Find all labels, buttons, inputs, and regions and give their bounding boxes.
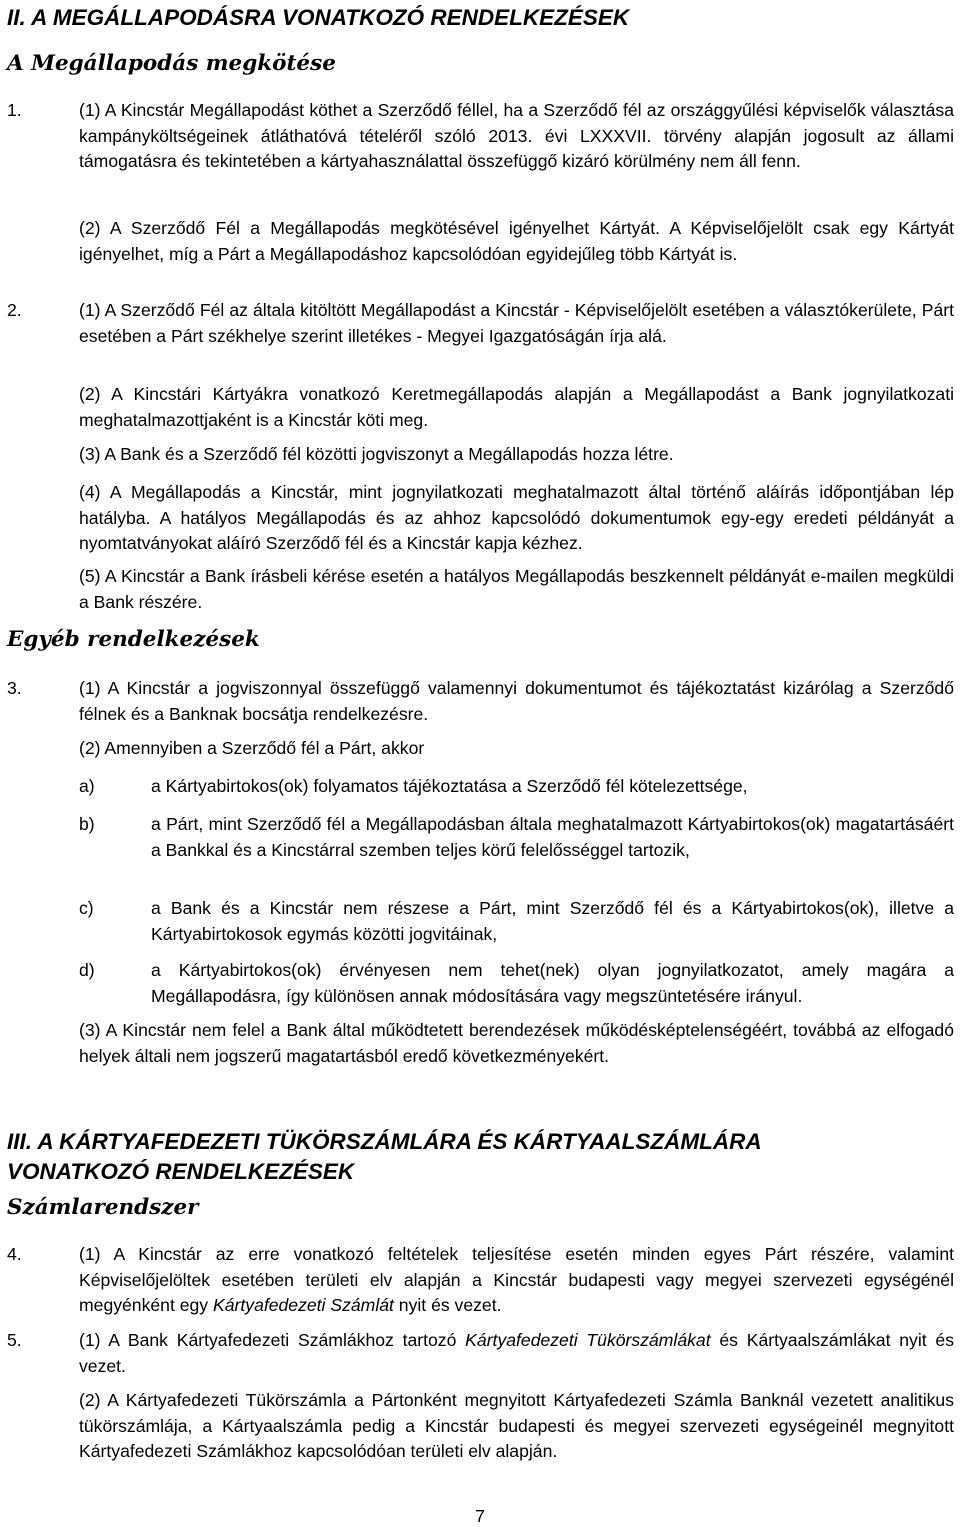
list-item-label: a) (79, 776, 95, 796)
clause-4-text-start: (1) A Kincstár az erre vonatkozó feltételek teljesítése esetén minden egyes Párt részére, valamint Képviselőjelöltek esetében területi elv alapján a Kincstár budapesti vagy megyei szervezeti egységénél megyénként egy (79, 1244, 954, 1315)
clause-number-4: 4. (7, 1244, 22, 1264)
clause-2-paragraph-5: (5) A Kincstár a Bank írásbeli kérése esetén a hatályos Megállapodás beszkennelt példányát e-mailen megküldi a Bank részére. (79, 566, 954, 612)
clause-2-paragraph-4: (4) A Megállapodás a Kincstár, mint jognyilatkozati meghatalmazott által történő aláírás időpontjában lép hatályba. A hatályos Megállapodás és az ahhoz kapcsolódó dokumentumok egy-egy eredeti példányát a nyomtatványokat aláíró Szerződő fél és a Kincstár kapja kézhez. (79, 482, 954, 553)
clause-number-2: 2. (7, 300, 22, 320)
clause-5-paragraph-1 (79, 1328, 954, 1379)
list-item-text: a Kártyabirtokos(ok) érvényesen nem tehet(nek) olyan jognyilatkozatot, amely magára a Megállapodásra, így különösen annak módosítására vagy megszüntetésére irányul. (151, 960, 954, 1006)
list-item-text: a Bank és a Kincstár nem részese a Párt, mint Szerződő fél és a Kártyabirtokos(ok), illetve a Kártyabirtokosok egymás közötti jogvitáinak, (151, 898, 954, 944)
clause-4-italic-term: Kártyafedezeti Számlát (213, 1295, 394, 1315)
subsection-title-agreement-conclusion: A Megállapodás megkötése (7, 51, 336, 76)
clause-number-1: 1. (7, 100, 22, 120)
subsection-title-account-system: Számlarendszer (7, 1195, 199, 1220)
clause-number-5: 5. (7, 1330, 22, 1350)
clause-4-paragraph-1 (79, 1242, 954, 1319)
page-number: 7 (475, 1506, 485, 1526)
clause-5-paragraph-2: (2) A Kártyafedezeti Tükörszámla a Pártonként megnyitott Kártyafedezeti Számla Banknál vezetett analitikus tükörszámlája, a Kártyaalszámla pedig a Kincstár budapesti és megyei szervezeti egységeinél megnyitott Kártyafedezeti Számlákhoz kapcsolódóan területi elv alapján. (79, 1390, 954, 1461)
clause-3-paragraph-2: (2) Amennyiben a Szerződő fél a Párt, akkor (79, 738, 425, 758)
clause-2-paragraph-1: (1) A Szerződő Fél az általa kitöltött Megállapodást a Kincstár - Képviselőjelölt esetében a választókerülete, Párt esetében a Párt székhelye szerint illetékes - Megyei Igazgatóságán írja alá. (79, 300, 954, 346)
clause-number-3: 3. (7, 678, 22, 698)
clause-1-paragraph-2: (2) A Szerződő Fél a Megállapodás megkötésével igényelhet Kártyát. A Képviselőjelölt csak egy Kártyát igényelhet, míg a Párt a Megállapodáshoz kapcsolódóan egyidejűleg több Kártyát is. (79, 218, 954, 264)
list-item-label: d) (79, 960, 95, 980)
clause-5-text-start: (1) A Bank Kártyafedezeti Számlákhoz tartozó (79, 1330, 466, 1350)
section-title-iii-line-2: VONATKOZÓ RENDELKEZÉSEK (7, 1159, 355, 1184)
clause-5-text-end: és Kártyaalszámlákat nyit és vezet. (79, 1330, 954, 1376)
list-item-label: b) (79, 814, 95, 834)
list-item-text: a Kártyabirtokos(ok) folyamatos tájékoztatása a Szerződő fél kötelezettsége, (151, 776, 748, 796)
clause-3-paragraph-1: (1) A Kincstár a jogviszonnyal összefüggő valamennyi dokumentumot és tájékoztatást kizárólag a Szerződő félnek és a Banknak bocsátja rendelkezésre. (79, 678, 954, 724)
clause-3-paragraph-3: (3) A Kincstár nem felel a Bank által működtetett berendezések működésképtelenségéért, továbbá az elfogadó helyek általi nem jogszerű magatartásból eredő következményekért. (79, 1020, 954, 1066)
clause-4-text-end: nyit és vezet. (393, 1295, 502, 1315)
list-item-text: a Párt, mint Szerződő fél a Megállapodásban általa meghatalmazott Kártyabirtokos(ok) magatartásáért a Bankkal és a Kincstárral szemben teljes körű felelősséggel tartozik, (151, 814, 954, 860)
clause-1-paragraph-1: (1) A Kincstár Megállapodást köthet a Szerződő féllel, ha a Szerződő fél az országgyűlési képviselők választása kampányköltségeinek átláthatóvá tételéről szóló 2013. évi LXXXVII. törvény alapján jogosult az állami támogatásra és tekintetében a kártyahasználattal összefüggő kizáró körülmény nem áll fenn. (79, 100, 954, 171)
clause-2-paragraph-2: (2) A Kincstári Kártyákra vonatkozó Keretmegállapodás alapján a Megállapodást a Bank jognyilatkozati meghatalmazottjaként is a Kincstár köti meg. (79, 384, 954, 430)
section-title-iii-line-1: III. A KÁRTYAFEDEZETI TÜKÖRSZÁMLÁRA ÉS KÁRTYAALSZÁMLÁRA (7, 1129, 762, 1154)
subsection-title-other-provisions: Egyéb rendelkezések (7, 627, 260, 652)
list-item-label: c) (79, 898, 94, 918)
clause-5-italic-term: Kártyafedezeti Tükörszámlákat (465, 1330, 711, 1350)
clause-2-paragraph-3: (3) A Bank és a Szerződő fél közötti jogviszonyt a Megállapodás hozza létre. (79, 444, 674, 464)
section-title-ii: II. A MEGÁLLAPODÁSRA VONATKOZÓ RENDELKEZÉSEK (7, 5, 630, 30)
